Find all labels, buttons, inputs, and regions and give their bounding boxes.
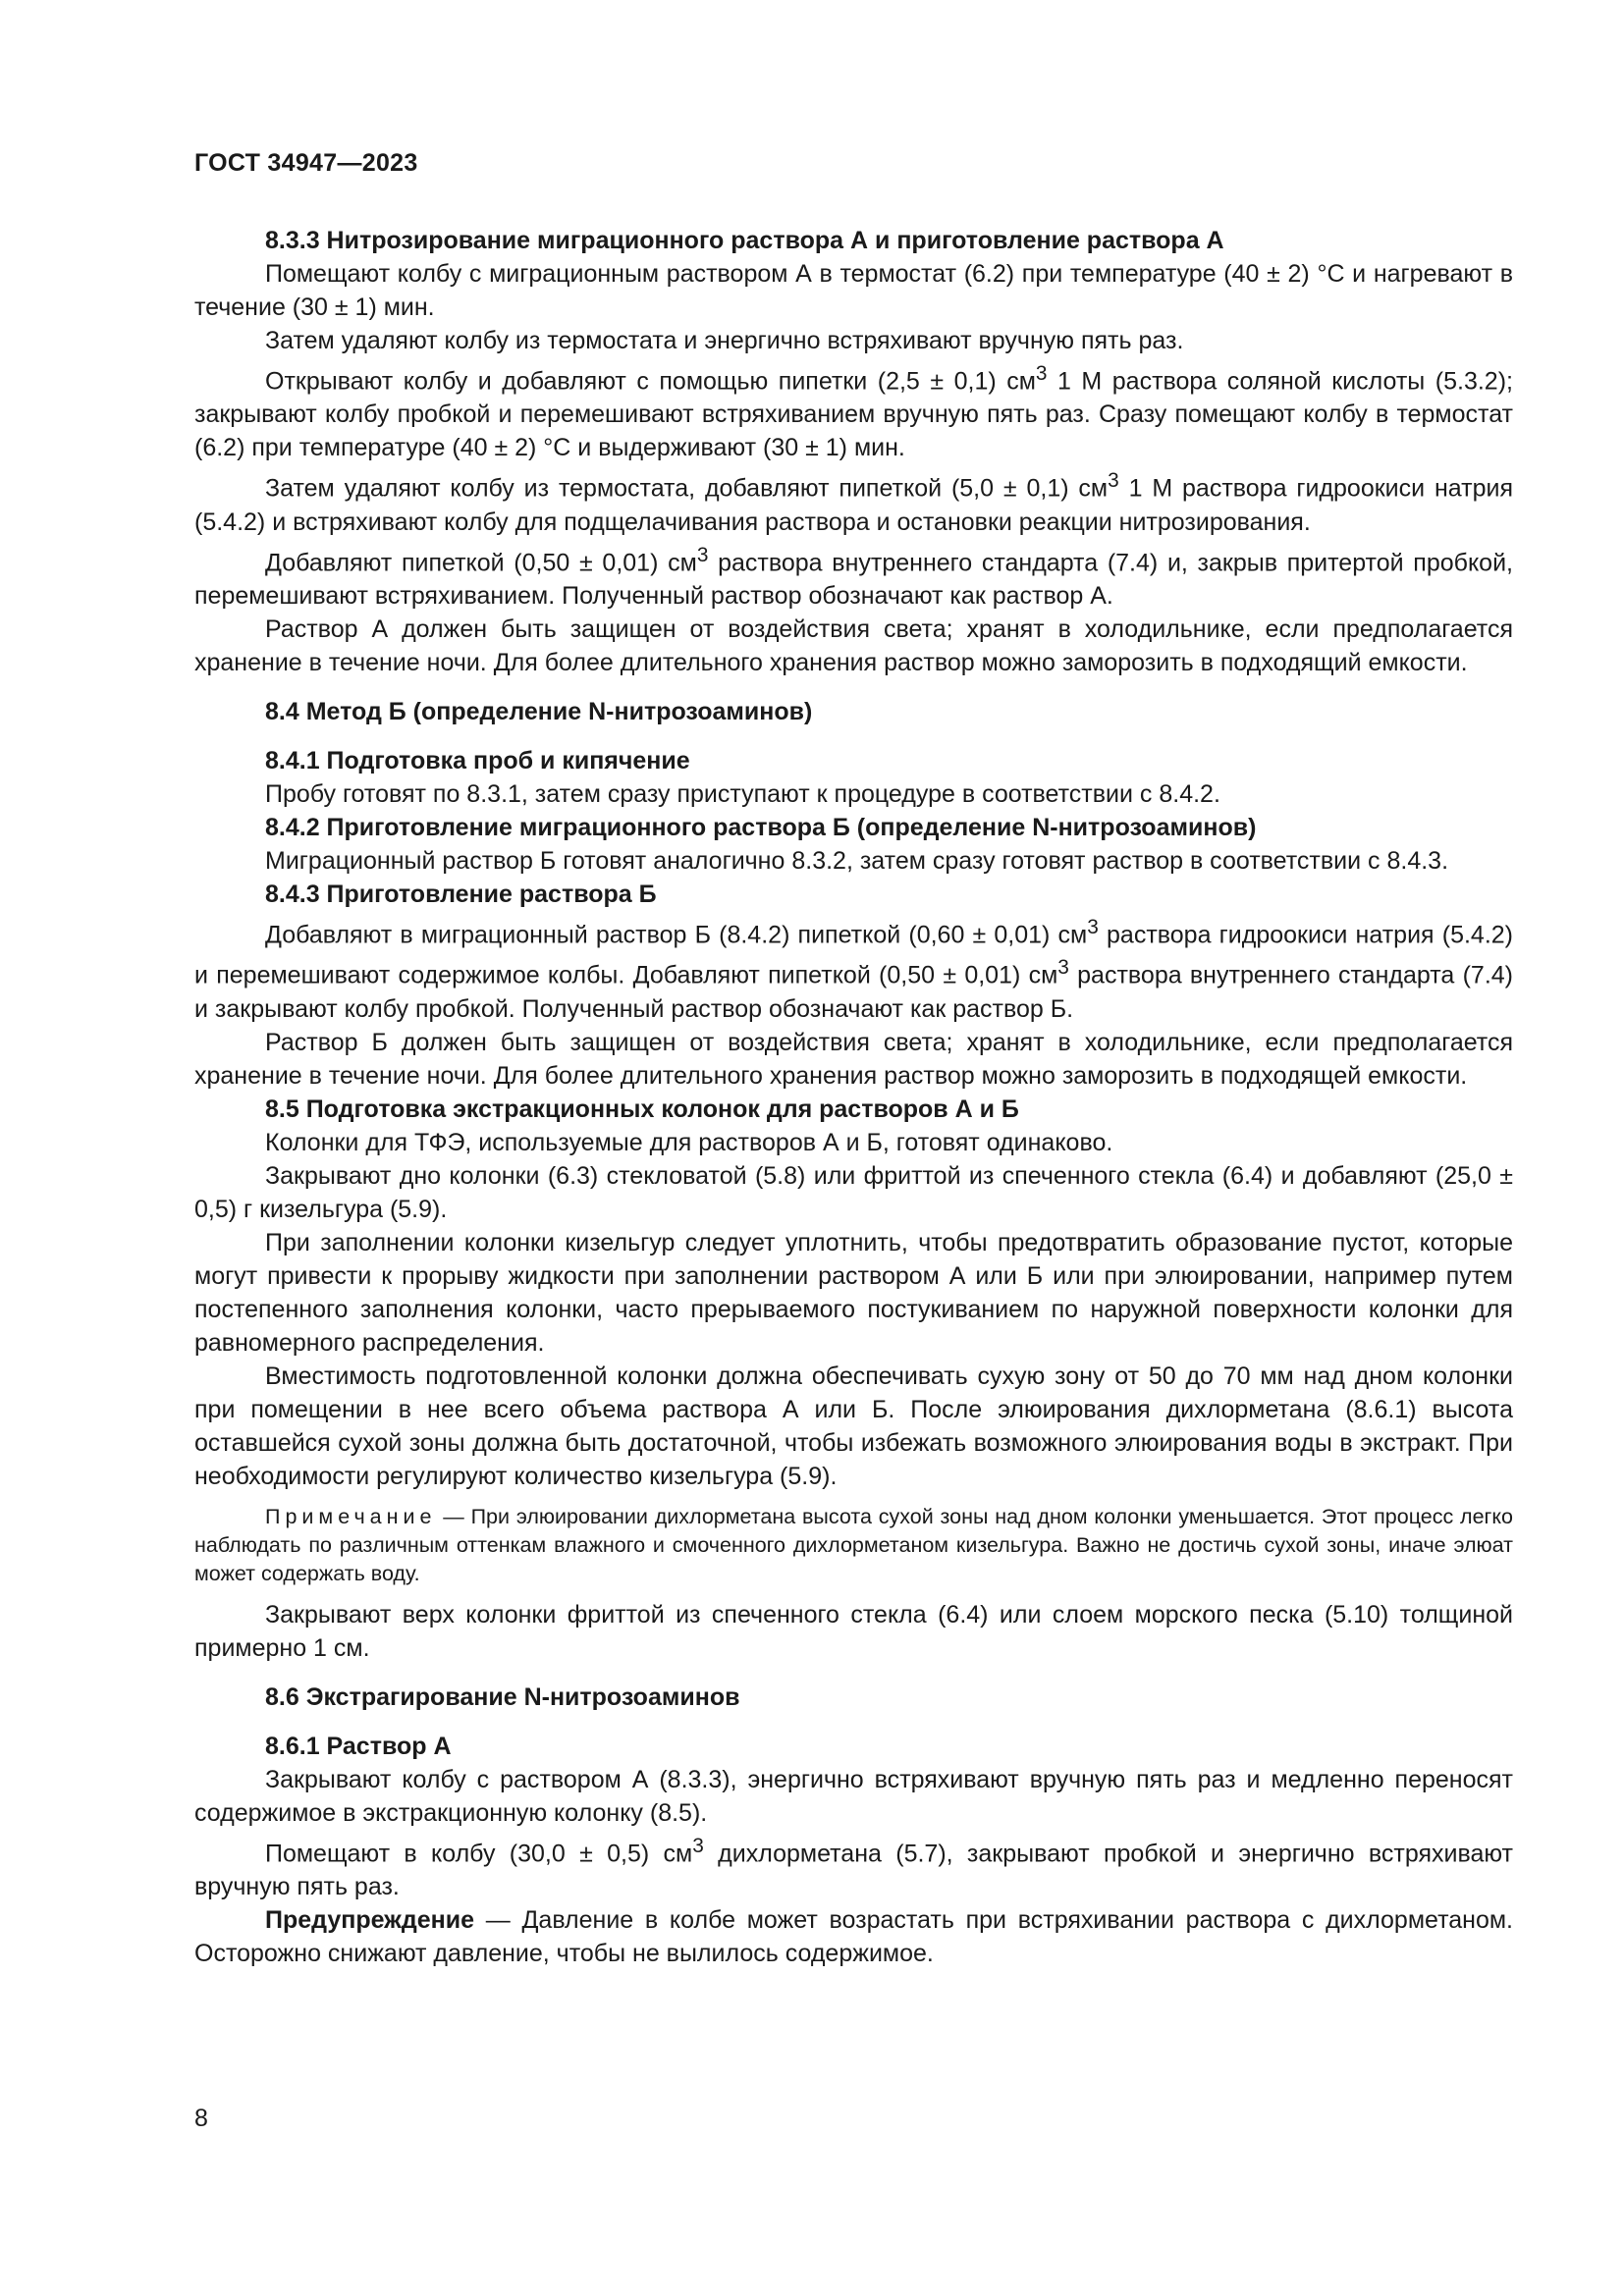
section-heading-8-4-3: 8.4.3 Приготовление раствора Б [265,880,657,908]
paragraph [194,911,1513,1026]
note-label: Примечание [265,1504,437,1528]
page-number: 8 [194,2105,208,2132]
text-run: 1 М раствора соляной кислоты (5.3.2); закрывают колбу пробкой и перемешивают встряхиванием вручную пять раз. Сразу помещают колбу в термостат (6.2) при температуре (40 ± 2) °С и выдерживают (30 ± 1) мин. [194,367,1513,462]
text-run: 1 М раствора гидроокиси натрия (5.4.2) и встряхивают колбу для подщелачивания раствора и остановки реакции нитрозирования. [194,474,1513,536]
paragraph: Закрывают дно колонки (6.3) стекловатой (5.8) или фриттой из спеченного стекла (6.4) и добавляют (25,0 ± 0,5) г кизельгура (5.9). [194,1161,1513,1223]
superscript: 3 [1087,915,1099,938]
warning-label: Предупреждение [265,1905,475,1934]
paragraph: Колонки для ТФЭ, используемые для растворов А и Б, готовят одинаково. [265,1128,1113,1156]
paragraph: Раствор А должен быть защищен от воздействия света; хранят в холодильнике, если предполагается хранение в течение ночи. Для более длительного хранения раствор можно заморозить в подходящий емкости. [194,614,1513,676]
paragraph [194,539,1513,613]
paragraph: Пробу готовят по 8.3.1, затем сразу приступают к процедуре в соответствии с 8.4.2. [265,779,1220,808]
paragraph [194,1830,1513,1903]
warning-text: — Давление в колбе может возрастать при встряхивании раствора с дихлорметаном. Осторожно снижают давление, чтобы не вылилось содержимое. [194,1905,1513,1967]
paragraph [194,464,1513,538]
superscript: 3 [1057,956,1069,980]
superscript: 3 [692,1834,704,1857]
section-heading-8-6-1: 8.6.1 Раствор А [265,1732,452,1760]
document-header: ГОСТ 34947—2023 [194,149,418,177]
paragraph: Вместимость подготовленной колонки должна обеспечивать сухую зону от 50 до 70 мм над дном колонки при помещении в нее всего объема раствора А или Б. После элюирования дихлорметана (8.6.1) высота оставшейся сухой зоны должна быть достаточной, чтобы избежать возможного элюирования воды в экстракт. При необходимости регулируют количество кизельгура (5.9). [194,1362,1513,1490]
section-heading-8-3-3: 8.3.3 Нитрозирование миграционного раствора А и приготовление раствора А [265,227,1224,254]
note-paragraph [194,1503,1513,1588]
warning-paragraph [194,1903,1513,1970]
superscript: 3 [1035,362,1048,385]
paragraph: Затем удаляют колбу из термостата и энергично встряхивают вручную пять раз. [265,327,1184,354]
paragraph: При заполнении колонки кизельгур следует уплотнить, чтобы предотвратить образование пустот, которые могут привести к прорыву жидкости при заполнении раствором А или Б или при элюировании, например путем постепенного заполнения колонки, часто прерываемого постукиванием по наружной поверхности колонки для равномерного распределения. [194,1228,1513,1357]
section-heading-8-5: 8.5 Подготовка экстракционных колонок для растворов А и Б [265,1095,1019,1123]
text-run: раствора внутреннего стандарта (7.4) и закрывают колбу пробкой. Полученный раствор обозначают как раствор Б. [194,961,1513,1023]
note-text: — При элюировании дихлорметана высота сухой зоны над дном колонки уменьшается. Этот процесс легко наблюдать по различным оттенкам влажного и смоченного дихлорметаном кизельгура. Важно не достичь сухой зоны, иначе элюат может содержать воду. [194,1504,1513,1585]
section-heading-8-4-1: 8.4.1 Подготовка проб и кипячение [265,746,690,774]
superscript: 3 [696,543,709,566]
paragraph [194,357,1513,464]
paragraph: Закрывают колбу с раствором А (8.3.3), энергично встряхивают вручную пять раз и медленно переносят содержимое в экстракционную колонку (8.5). [194,1765,1513,1827]
paragraph: Помещают колбу с миграционным раствором А в термостат (6.2) при температуре (40 ± 2) °С и нагревают в течение (30 ± 1) мин. [194,260,1513,321]
text-run: Добавляют в миграционный раствор Б (8.4.2) пипеткой (0,60 ± 0,01) см [265,921,1088,949]
section-heading-8-6: 8.6 Экстрагирование N-нитрозоаминов [265,1682,740,1711]
text-run: раствора внутреннего стандарта (7.4) и, закрыв притертой пробкой, перемешивают встряхиванием. Полученный раствор обозначают как раствор А. [194,548,1513,610]
text-run: Добавляют пипеткой (0,50 ± 0,01) см [265,548,697,576]
text-run: Открывают колбу и добавляют с помощью пипетки (2,5 ± 0,1) см [265,367,1036,396]
paragraph: Раствор Б должен быть защищен от воздействия света; хранят в холодильнике, если предполагается хранение в течение ночи. Для более длительного хранения раствор можно заморозить в подходящей емкости. [194,1028,1513,1090]
text-run: Затем удаляют колбу из термостата, добавляют пипеткой (5,0 ± 0,1) см [265,474,1109,503]
text-run: Помещают в колбу (30,0 ± 0,5) см [265,1839,693,1867]
section-heading-8-4-2: 8.4.2 Приготовление миграционного раствора Б (определение N-нитрозоаминов) [265,813,1257,841]
paragraph: Закрывают верх колонки фриттой из спеченного стекла (6.4) или слоем морского песка (5.10) толщиной примерно 1 см. [194,1600,1513,1662]
section-heading-8-4: 8.4 Метод Б (определение N-нитрозоаминов) [265,697,813,725]
paragraph: Миграционный раствор Б готовят аналогично 8.3.2, затем сразу готовят раствор в соответствии с 8.4.3. [265,846,1449,875]
document-body [194,224,1513,1970]
superscript: 3 [1108,469,1119,493]
text-run: раствора гидроокиси натрия (5.4.2) и перемешивают содержимое колбы. Добавляют пипеткой (0,50 ± 0,01) см [194,921,1513,989]
text-run: дихлорметана (5.7), закрывают пробкой и энергично встряхивают вручную пять раз. [194,1839,1513,1900]
